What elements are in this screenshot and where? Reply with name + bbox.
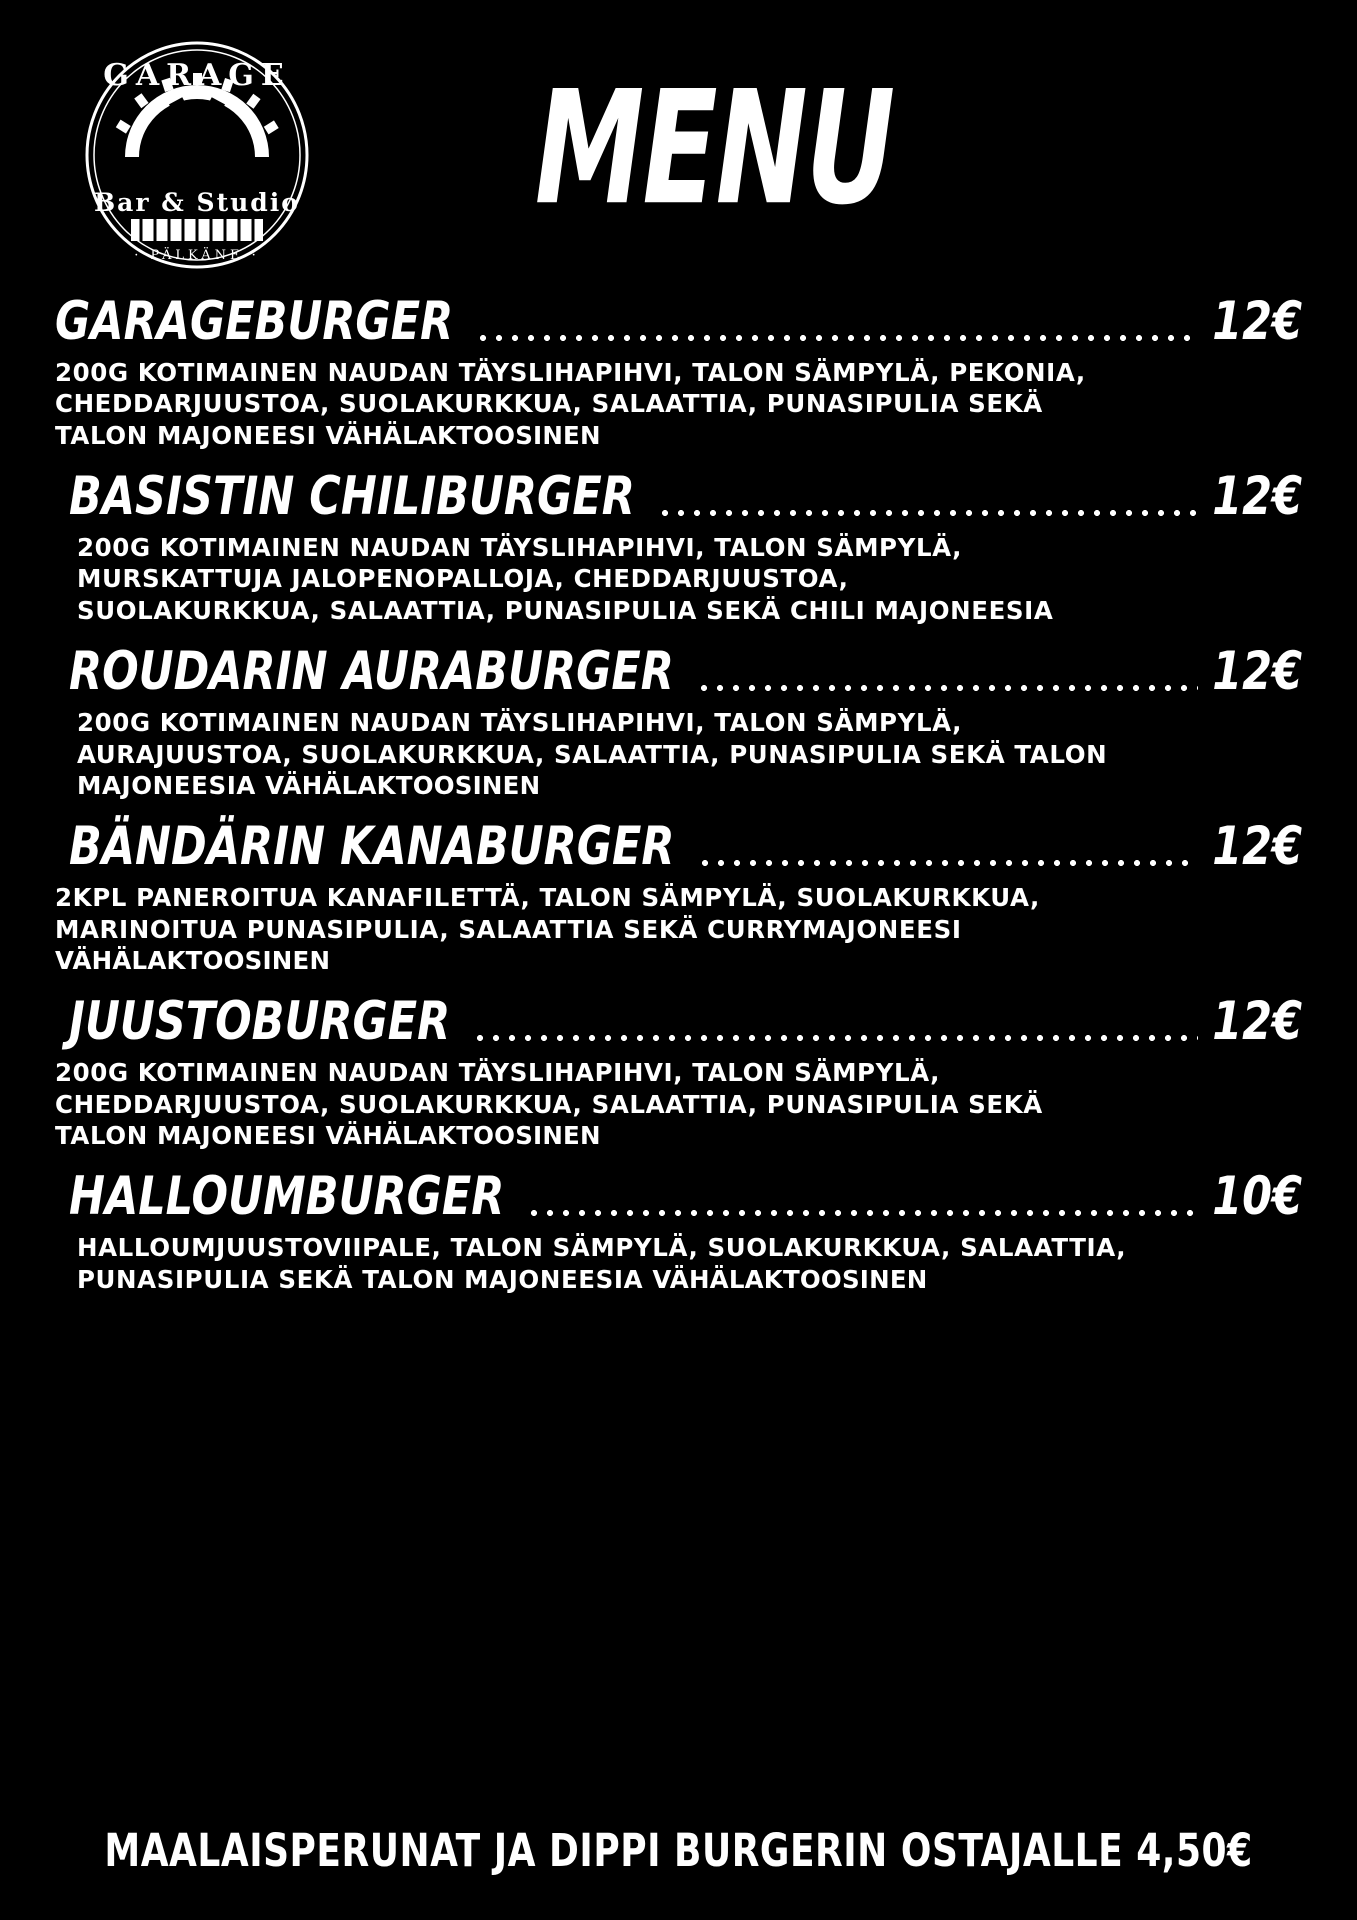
leader-dots: [472, 1034, 1198, 1042]
desc-line: TALON MAJONEESI: [55, 1121, 317, 1151]
menu-item-description: [55, 882, 1300, 976]
menu-item-header: [55, 1166, 1302, 1228]
menu-item-description: [55, 357, 1300, 451]
menu-item-name: ROUDARIN AURABURGER: [69, 641, 674, 703]
desc-line: CHEDDARJUUSTOA, SUOLAKURKKUA, SALAATTIA, PUNASIPULIA SEKÄ: [55, 389, 1043, 419]
menu-item: [55, 641, 1302, 801]
menu-item-description: [55, 1232, 1300, 1295]
desc-line: 200G KOTIMAINEN NAUDAN TÄYSLIHAPIHVI, TALON SÄMPYLÄ,: [77, 708, 963, 738]
menu-item-price: 12€: [1212, 991, 1302, 1053]
svg-text:Bar & Studio: Bar & Studio: [94, 187, 300, 217]
menu-item: [55, 816, 1302, 976]
menu-item: [55, 291, 1302, 451]
desc-line: 200G KOTIMAINEN NAUDAN TÄYSLIHAPIHVI, TALON SÄMPYLÄ,: [77, 533, 963, 563]
menu-item-header: [55, 466, 1302, 528]
menu-item-price: 12€: [1212, 816, 1302, 878]
menu-item-description: [55, 707, 1300, 801]
svg-text:GARAGE: GARAGE: [103, 57, 291, 93]
menu-item: [55, 991, 1302, 1151]
menu-item-name: BÄNDÄRIN KANABURGER: [69, 816, 675, 878]
lactose-tag: VÄHÄLAKTOOSINEN: [55, 945, 331, 975]
menu-item-header: [55, 291, 1302, 353]
menu-item-name: HALLOUMBURGER: [69, 1166, 505, 1228]
menu-item-name: GARAGEBURGER: [55, 291, 454, 353]
leader-dots: [657, 509, 1198, 517]
desc-line: CHEDDARJUUSTOA, SUOLAKURKKUA, SALAATTIA, PUNASIPULIA SEKÄ: [55, 1089, 1043, 1119]
garage-bar-studio-logo: [65, 33, 330, 278]
leader-dots: [526, 1209, 1198, 1217]
menu-item: [55, 1166, 1302, 1295]
desc-line: 200G KOTIMAINEN NAUDAN TÄYSLIHAPIHVI, TALON SÄMPYLÄ, PEKONIA,: [55, 358, 1086, 387]
menu-item-description: [55, 1057, 1300, 1151]
menu-item-name: BASISTIN CHILIBURGER: [69, 466, 635, 528]
menu-item-description: [55, 532, 1300, 626]
menu-items-list: [55, 291, 1302, 1295]
desc-line: MURSKATTUJA JALOPENOPALLOJA, CHEDDARJUUSTOA,: [77, 564, 849, 594]
menu-item-header: [55, 991, 1302, 1053]
lactose-tag: VÄHÄLAKTOOSINEN: [265, 770, 541, 800]
menu-item-price: 10€: [1212, 1166, 1302, 1228]
desc-line: HALLOUMJUUSTOVIIPALE, TALON SÄMPYLÄ, SUOLAKURKKUA, SALAATTIA,: [77, 1233, 1127, 1263]
menu-item-price: 12€: [1212, 641, 1302, 703]
leader-dots: [697, 859, 1199, 867]
desc-line: MAJONEESIA: [77, 770, 256, 800]
desc-line: MARINOITUA PUNASIPULIA, SALAATTIA SEKÄ CURRYMAJONEESI: [55, 914, 962, 944]
menu-item-name: JUUSTOBURGER: [69, 991, 451, 1053]
menu-item-price: 12€: [1212, 466, 1302, 528]
desc-line: TALON MAJONEESI: [55, 420, 317, 450]
desc-line: AURAJUUSTOA, SUOLAKURKKUA, SALAATTIA, PUNASIPULIA SEKÄ TALON: [77, 739, 1108, 769]
desc-line: 200G KOTIMAINEN NAUDAN TÄYSLIHAPIHVI, TALON SÄMPYLÄ,: [55, 1058, 941, 1088]
lactose-tag: VÄHÄLAKTOOSINEN: [325, 420, 601, 450]
desc-line: SUOLAKURKKUA, SALAATTIA, PUNASIPULIA SEKÄ CHILI MAJONEESIA: [77, 595, 1054, 625]
menu-item-header: [55, 816, 1302, 878]
page-title: MENU: [534, 58, 894, 240]
menu-item-price: 12€: [1212, 291, 1302, 353]
page-header: [55, 0, 1302, 300]
footer-note: MAALAISPERUNAT JA DIPPI BURGERIN OSTAJALLE 4,50€: [104, 1825, 1253, 1878]
desc-line: PUNASIPULIA SEKÄ TALON MAJONEESIA: [77, 1264, 644, 1294]
leader-dots: [475, 334, 1198, 342]
desc-line: 2KPL PANEROITUA KANAFILETTÄ, TALON SÄMPYLÄ, SUOLAKURKKUA,: [55, 883, 1040, 913]
svg-text:· PÄLKÄNE ·: · PÄLKÄNE ·: [134, 247, 260, 263]
menu-item: [55, 466, 1302, 626]
leader-dots: [696, 684, 1198, 692]
menu-item-header: [55, 641, 1302, 703]
lactose-tag: VÄHÄLAKTOOSINEN: [325, 1121, 601, 1151]
lactose-tag: VÄHÄLAKTOOSINEN: [652, 1264, 928, 1294]
